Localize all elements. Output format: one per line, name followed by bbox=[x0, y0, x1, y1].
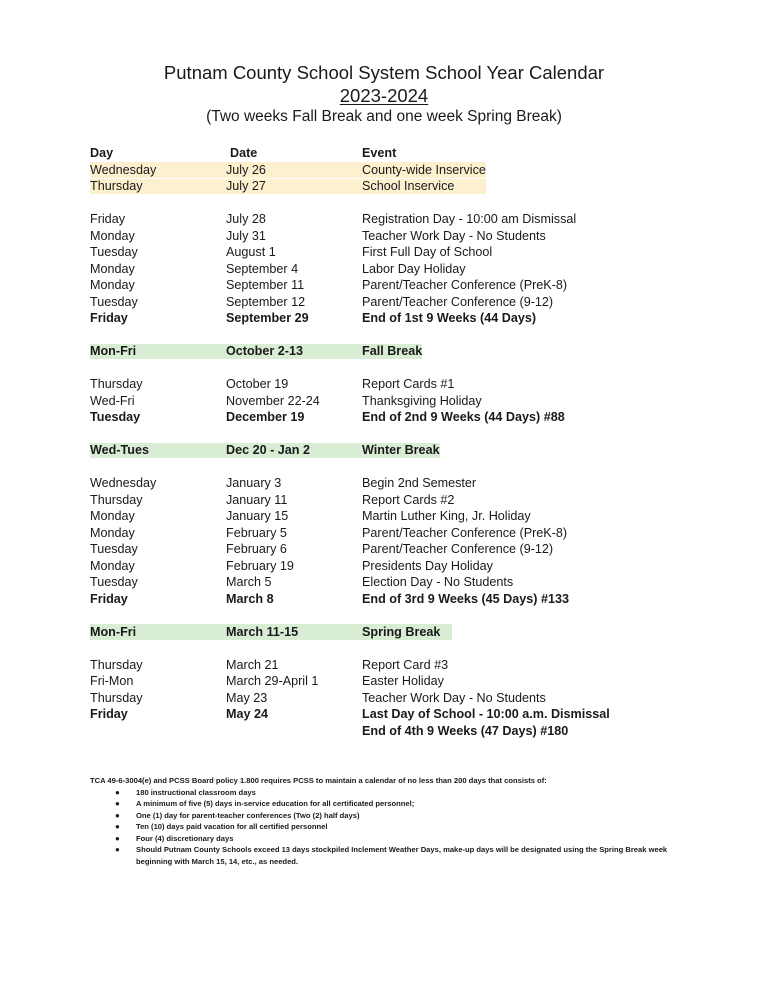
row-date: February 6 bbox=[226, 542, 287, 556]
row-date: December 19 bbox=[226, 410, 305, 424]
table-row bbox=[90, 294, 650, 311]
policy-item-text: 180 instructional classroom days bbox=[136, 787, 256, 797]
table-row bbox=[90, 475, 650, 492]
table-row-quarter-end bbox=[90, 310, 650, 327]
table-row bbox=[90, 393, 650, 410]
row-day: Mon-Fri bbox=[90, 344, 137, 358]
table-row bbox=[90, 178, 650, 195]
row-date: October 2-13 bbox=[226, 344, 303, 358]
table-row bbox=[90, 261, 650, 278]
row-event: End of 3rd 9 Weeks (45 Days) #133 bbox=[362, 591, 569, 606]
policy-item-text: Four (4) discretionary days bbox=[136, 833, 234, 843]
row-event: Report Card #3 bbox=[362, 657, 449, 672]
row-event: Teacher Work Day - No Students bbox=[362, 228, 546, 243]
row-day: Friday bbox=[90, 311, 128, 325]
row-event: Martin Luther King, Jr. Holiday bbox=[362, 509, 531, 523]
document-year bbox=[0, 85, 768, 107]
row-date: March 11-15 bbox=[226, 624, 299, 639]
table-row bbox=[90, 376, 650, 393]
row-day: Friday bbox=[90, 212, 125, 226]
policy-item bbox=[90, 833, 690, 845]
row-day: Thursday bbox=[90, 179, 143, 193]
row-day: Tuesday bbox=[90, 245, 138, 259]
row-day: Wed-Tues bbox=[90, 443, 150, 457]
table-row bbox=[90, 690, 650, 707]
document-subtitle: (Two weeks Fall Break and one week Spring Break) bbox=[206, 108, 562, 125]
row-date: Dec 20 - Jan 2 bbox=[226, 443, 311, 457]
table-row-break bbox=[90, 343, 650, 360]
row-day: Wed-Fri bbox=[90, 393, 135, 408]
table-row bbox=[90, 574, 650, 591]
spacer bbox=[90, 360, 650, 377]
table-row bbox=[90, 558, 650, 575]
row-event: End of 4th 9 Weeks (47 Days) #180 bbox=[362, 723, 569, 738]
bullet-icon: ● bbox=[115, 787, 120, 797]
spacer bbox=[90, 195, 650, 212]
row-date: September 4 bbox=[226, 261, 299, 276]
row-event: Report Cards #2 bbox=[362, 492, 455, 507]
row-date: February 19 bbox=[226, 558, 294, 573]
policy-item-text: Ten (10) days paid vacation for all certified personnel bbox=[136, 822, 328, 831]
bullet-icon: ● bbox=[115, 810, 120, 820]
table-row bbox=[90, 492, 650, 509]
row-date: September 29 bbox=[226, 311, 309, 325]
row-day: Tuesday bbox=[90, 294, 138, 309]
row-event: First Full Day of School bbox=[362, 245, 493, 259]
row-event: Spring Break bbox=[362, 624, 441, 639]
document-title: Putnam County School System School Year Calendar bbox=[163, 62, 605, 83]
row-date: July 31 bbox=[226, 228, 266, 243]
row-day: Monday bbox=[90, 509, 135, 523]
row-day: Thursday bbox=[90, 492, 143, 507]
row-day: Thursday bbox=[90, 657, 143, 672]
table-row-last-day bbox=[90, 706, 650, 723]
table-row bbox=[90, 673, 650, 690]
row-event: Fall Break bbox=[362, 344, 423, 358]
row-date: September 11 bbox=[226, 278, 305, 292]
bullet-icon: ● bbox=[115, 833, 120, 843]
policy-list bbox=[90, 787, 690, 868]
row-event: School Inservice bbox=[362, 179, 455, 193]
row-date: July 28 bbox=[226, 212, 266, 226]
row-date: March 29-April 1 bbox=[226, 674, 319, 688]
header-event: Event bbox=[362, 146, 397, 160]
table-row bbox=[90, 541, 650, 558]
row-day: Mon-Fri bbox=[90, 624, 137, 639]
row-date: May 24 bbox=[226, 707, 269, 721]
row-date: March 21 bbox=[226, 657, 279, 672]
table-row bbox=[90, 228, 650, 245]
row-event: Begin 2nd Semester bbox=[362, 476, 477, 490]
row-day: Friday bbox=[90, 707, 128, 721]
table-row-break bbox=[90, 624, 650, 641]
table-row bbox=[90, 277, 650, 294]
header-date: Date bbox=[230, 146, 258, 160]
spacer bbox=[90, 327, 650, 344]
row-date: October 19 bbox=[226, 377, 289, 391]
policy-item bbox=[90, 844, 690, 867]
table-row bbox=[90, 244, 650, 261]
row-day: Friday bbox=[90, 591, 128, 606]
row-date: January 11 bbox=[226, 492, 288, 507]
policy-intro: TCA 49-6-3004(e) and PCSS Board policy 1.800 requires PCSS to maintain a calendar of no less than 200 days that consists of: bbox=[90, 776, 547, 785]
header-day: Day bbox=[90, 146, 114, 160]
row-event: Labor Day Holiday bbox=[362, 261, 466, 276]
policy-item bbox=[90, 810, 690, 822]
row-day: Tuesday bbox=[90, 410, 141, 424]
row-date: March 8 bbox=[226, 591, 274, 606]
bullet-icon: ● bbox=[115, 799, 120, 808]
row-day: Monday bbox=[90, 228, 135, 243]
row-day: Fri-Mon bbox=[90, 674, 134, 688]
policy-notes bbox=[90, 775, 690, 867]
row-day: Thursday bbox=[90, 690, 143, 705]
row-day: Wednesday bbox=[90, 476, 157, 490]
policy-item bbox=[90, 787, 690, 799]
row-event: End of 2nd 9 Weeks (44 Days) #88 bbox=[362, 410, 565, 424]
row-event: Registration Day - 10:00 am Dismissal bbox=[362, 212, 577, 226]
table-header bbox=[90, 145, 650, 162]
row-day: Tuesday bbox=[90, 575, 138, 589]
row-event: Easter Holiday bbox=[362, 674, 444, 688]
row-date: January 15 bbox=[226, 509, 289, 523]
bullet-icon: ● bbox=[115, 822, 120, 831]
spacer bbox=[90, 640, 650, 657]
policy-item-text: Should Putnam County Schools exceed 13 days stockpiled Inclement Weather Days, make-up days will be designated using the Spring Break week beginning with March 15, 14, etc., as needed. bbox=[136, 845, 668, 866]
row-date: July 27 bbox=[226, 179, 266, 193]
table-row-quarter-end bbox=[90, 409, 650, 426]
table-row-quarter-end bbox=[90, 723, 650, 740]
row-event: Parent/Teacher Conference (PreK-8) bbox=[362, 278, 568, 292]
row-day: Monday bbox=[90, 558, 135, 573]
calendar-table bbox=[90, 145, 650, 739]
row-event: Last Day of School - 10:00 a.m. Dismissal bbox=[362, 707, 610, 721]
row-day: Monday bbox=[90, 525, 135, 540]
row-date: August 1 bbox=[226, 245, 276, 259]
table-row-quarter-end bbox=[90, 591, 650, 608]
policy-item-text: A minimum of five (5) days in-service education for all certificated personnel; bbox=[136, 799, 415, 808]
row-event: Report Cards #1 bbox=[362, 377, 455, 391]
row-day: Tuesday bbox=[90, 542, 138, 556]
table-row bbox=[90, 211, 650, 228]
row-date: January 3 bbox=[226, 476, 282, 490]
row-date: July 26 bbox=[226, 162, 266, 177]
policy-item-text: One (1) day for parent-teacher conferences (Two (2) half days) bbox=[136, 810, 360, 820]
row-day: Monday bbox=[90, 261, 135, 276]
table-row bbox=[90, 508, 650, 525]
row-day: Monday bbox=[90, 278, 135, 292]
row-day: Wednesday bbox=[90, 162, 157, 177]
row-event: Parent/Teacher Conference (PreK-8) bbox=[362, 525, 568, 540]
row-event: Teacher Work Day - No Students bbox=[362, 690, 546, 705]
row-event: Parent/Teacher Conference (9-12) bbox=[362, 542, 554, 556]
row-event: End of 1st 9 Weeks (44 Days) bbox=[362, 311, 537, 325]
table-row bbox=[90, 162, 650, 179]
row-date: March 5 bbox=[226, 575, 272, 589]
bullet-icon: ● bbox=[115, 845, 120, 854]
row-event: County-wide Inservice bbox=[362, 162, 486, 177]
row-date: February 5 bbox=[226, 525, 287, 540]
policy-item bbox=[90, 798, 690, 810]
policy-item bbox=[90, 821, 690, 833]
year-label: 2023-2024 bbox=[339, 85, 429, 106]
row-day: Thursday bbox=[90, 377, 143, 391]
row-event: Winter Break bbox=[362, 443, 440, 457]
spacer bbox=[90, 426, 650, 443]
table-row-break bbox=[90, 442, 650, 459]
row-event: Election Day - No Students bbox=[362, 575, 514, 589]
table-row bbox=[90, 525, 650, 542]
spacer bbox=[90, 607, 650, 624]
row-date: May 23 bbox=[226, 690, 268, 705]
row-date: September 12 bbox=[226, 294, 306, 309]
table-row bbox=[90, 657, 650, 674]
row-event: Parent/Teacher Conference (9-12) bbox=[362, 294, 554, 309]
row-date: November 22-24 bbox=[226, 393, 320, 408]
row-event: Presidents Day Holiday bbox=[362, 558, 493, 573]
row-event: Thanksgiving Holiday bbox=[362, 393, 482, 408]
spacer bbox=[90, 459, 650, 476]
